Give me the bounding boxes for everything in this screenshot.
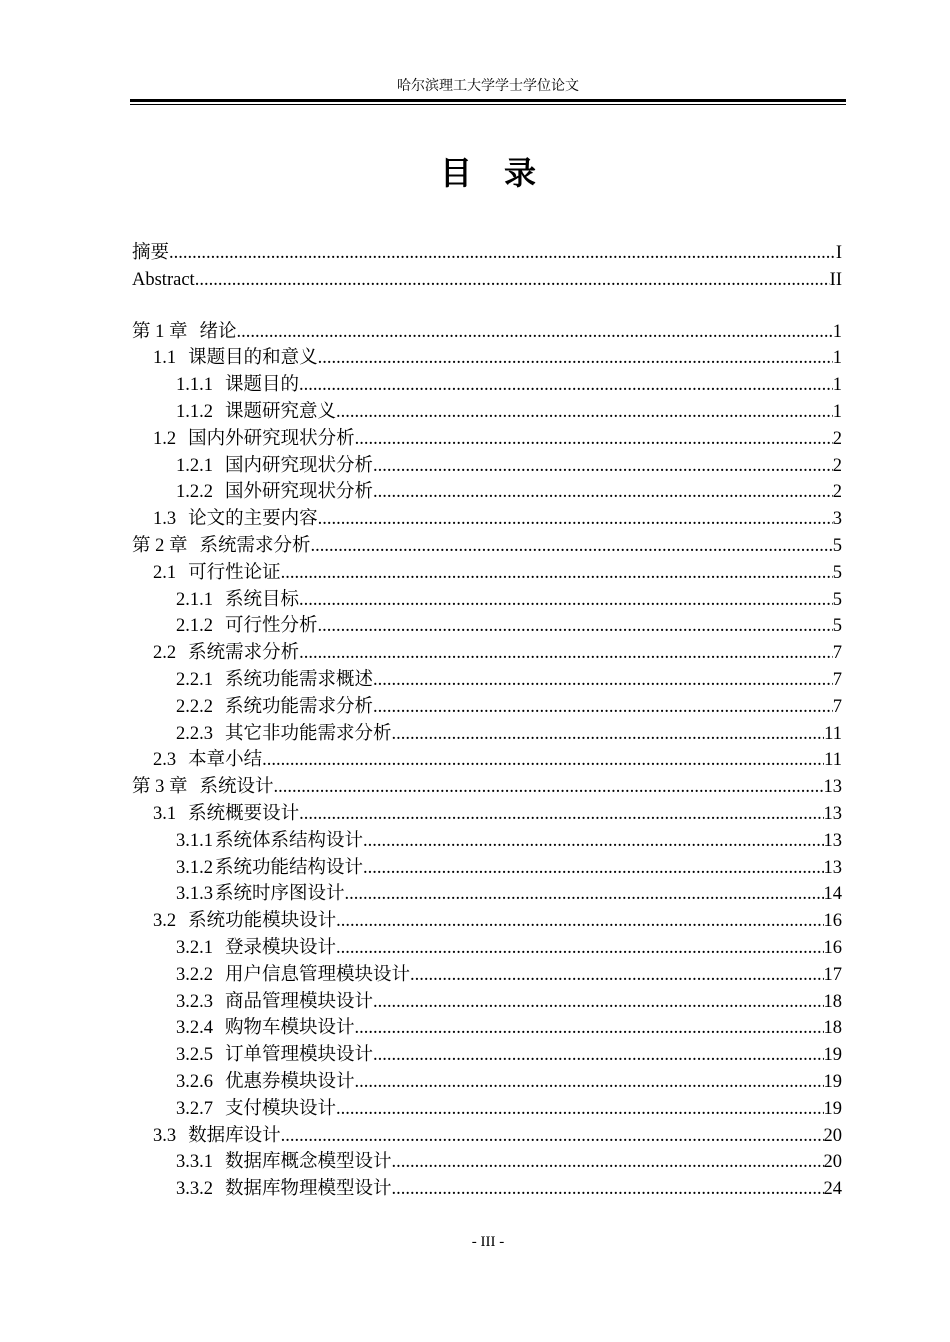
toc-entry-title: 优惠券模块设计 xyxy=(225,1071,355,1092)
toc-entry[interactable] xyxy=(132,1123,842,1150)
toc-entry-number: 1.2.2 xyxy=(176,482,213,503)
toc-entry[interactable] xyxy=(132,426,842,453)
toc-entry-title: 登录模块设计 xyxy=(225,937,337,958)
toc-entry-number: 2.1.2 xyxy=(176,616,213,637)
toc-entry-number: 2.1.1 xyxy=(176,589,213,610)
toc-entry-title: 可行性分析 xyxy=(225,616,318,637)
toc-entry-page: II xyxy=(829,269,842,290)
toc-entry-label xyxy=(153,560,281,587)
toc-entry-page: 16 xyxy=(823,937,842,958)
toc-entry[interactable] xyxy=(132,345,842,372)
toc-entry-label xyxy=(153,426,355,453)
toc-entry-label xyxy=(176,694,373,721)
toc-dot-leader xyxy=(363,855,823,882)
toc-dot-leader xyxy=(274,774,824,801)
toc-entry-page: 24 xyxy=(823,1179,842,1200)
toc-dot-leader xyxy=(373,667,833,694)
toc-dot-leader xyxy=(318,613,833,640)
toc-entry-number: 1.3 xyxy=(153,509,177,530)
toc-entry[interactable] xyxy=(132,1069,842,1096)
toc-entry-page: 5 xyxy=(832,589,842,610)
toc-entry-label xyxy=(132,267,195,294)
toc-entry-label xyxy=(153,1123,281,1150)
toc-dot-leader xyxy=(169,240,836,267)
toc-entry-label xyxy=(176,1015,355,1042)
toc-entry-title: 系统目标 xyxy=(225,589,300,610)
toc-entry-number: 1.1.2 xyxy=(176,401,213,422)
toc-entry-number: 2.3 xyxy=(153,750,177,771)
toc-entry-label xyxy=(176,1042,373,1069)
toc-entry[interactable] xyxy=(132,1149,842,1176)
toc-entry[interactable] xyxy=(132,453,842,480)
toc-dot-leader xyxy=(299,801,823,828)
toc-dot-leader xyxy=(336,908,823,935)
toc-entry-number: 1.1 xyxy=(153,348,177,369)
toc-title xyxy=(130,150,846,196)
toc-entry-title: 系统功能需求分析 xyxy=(225,696,374,717)
toc-entry-label xyxy=(176,721,392,748)
toc-entry-title: 国内研究现状分析 xyxy=(225,455,374,476)
header-rule-thick xyxy=(130,99,846,102)
toc-entry-title: Abstract xyxy=(132,269,195,290)
toc-entry-title: 绪论 xyxy=(199,321,237,342)
toc-entry-number: 3.2 xyxy=(153,911,177,932)
toc-entry-title: 课题目的 xyxy=(225,375,300,396)
toc-entry-number: 2.2.3 xyxy=(176,723,213,744)
toc-entry-label xyxy=(176,1149,392,1176)
toc-entry-title: 可行性论证 xyxy=(188,562,281,583)
toc-entry-page: 2 xyxy=(832,428,842,449)
toc-entry-number: 第 3 章 xyxy=(132,777,188,798)
header-rule-thin xyxy=(130,104,846,105)
toc-dot-leader xyxy=(373,694,833,721)
toc-entry-number: 3.2.7 xyxy=(176,1098,213,1119)
toc-entry-number: 1.2.1 xyxy=(176,455,213,476)
toc-dot-leader xyxy=(392,721,825,748)
toc-title-left: 目 xyxy=(439,155,472,191)
toc-entry-label xyxy=(153,506,318,533)
toc-entry-page: 14 xyxy=(823,884,842,905)
toc-entry-page: I xyxy=(835,243,842,263)
toc-entry[interactable] xyxy=(132,319,842,346)
toc-entry-label xyxy=(176,667,373,694)
toc-entry-title: 本章小结 xyxy=(188,750,263,771)
toc-entry-page: 7 xyxy=(832,696,842,717)
toc-dot-leader xyxy=(345,881,824,908)
running-header: 哈尔滨理工大学学士学位论文 xyxy=(397,79,579,94)
toc-entry-title: 支付模块设计 xyxy=(225,1098,337,1119)
toc-entry-title: 系统功能模块设计 xyxy=(188,911,337,932)
toc-entry-title: 系统需求分析 xyxy=(199,535,311,556)
toc-entry-number: 1.1.1 xyxy=(176,375,213,396)
toc-dot-leader xyxy=(355,426,833,453)
toc-entry-page: 20 xyxy=(823,1152,842,1173)
toc-entry-page: 11 xyxy=(824,723,842,744)
toc-entry-number: 3.2.5 xyxy=(176,1045,213,1066)
toc-entry-label xyxy=(153,640,299,667)
toc-entry[interactable] xyxy=(132,613,842,640)
toc-entry[interactable] xyxy=(132,267,842,294)
toc-entry[interactable] xyxy=(132,372,842,399)
toc-title-right: 录 xyxy=(504,155,537,191)
toc-entry-title: 系统体系结构设计 xyxy=(215,830,364,851)
toc-entry-page: 2 xyxy=(832,455,842,476)
toc-dot-leader xyxy=(281,560,833,587)
toc-entry-page: 19 xyxy=(823,1071,842,1092)
toc-dot-leader xyxy=(299,372,833,399)
toc-entry-label xyxy=(176,613,318,640)
toc-entry-title: 课题研究意义 xyxy=(225,401,337,422)
toc-entry[interactable] xyxy=(132,1096,842,1123)
toc-dot-leader xyxy=(355,1069,824,1096)
toc-entry-number: 3.1.2 xyxy=(176,857,213,878)
toc-entry-page: 19 xyxy=(823,1098,842,1119)
toc-entry-label xyxy=(176,855,363,882)
toc-entry-page: 13 xyxy=(823,830,842,851)
toc-entry-page: 1 xyxy=(832,375,842,396)
toc-entry[interactable] xyxy=(132,855,842,882)
toc-entry-page: 20 xyxy=(823,1125,842,1146)
toc-entry-title: 系统设计 xyxy=(199,777,274,798)
toc-dot-leader xyxy=(299,640,833,667)
toc-dot-leader xyxy=(355,1015,824,1042)
toc-dot-leader xyxy=(392,1176,824,1203)
toc-entry-label xyxy=(132,774,274,801)
toc-dot-leader xyxy=(311,533,833,560)
toc-entry-page: 13 xyxy=(823,857,842,878)
toc-entry[interactable] xyxy=(132,908,842,935)
toc-entry-label xyxy=(176,1176,392,1203)
toc-entry-page: 1 xyxy=(832,321,842,342)
toc-entry-number: 3.2.6 xyxy=(176,1071,213,1092)
toc-entry[interactable] xyxy=(132,506,842,533)
toc-entry-label xyxy=(153,801,299,828)
toc-entry-title: 系统时序图设计 xyxy=(215,884,345,905)
toc-entry-page: 5 xyxy=(832,616,842,637)
toc-entry-page: 13 xyxy=(823,803,842,824)
toc-dot-leader xyxy=(410,962,823,989)
toc-entry[interactable] xyxy=(132,694,842,721)
toc-entry-label xyxy=(176,1069,355,1096)
toc-dot-leader xyxy=(392,1149,824,1176)
toc-dot-leader xyxy=(262,747,824,774)
toc-entry-label xyxy=(153,747,262,774)
toc-entry-number: 2.2.2 xyxy=(176,696,213,717)
toc-entry-number: 2.2.1 xyxy=(176,669,213,690)
toc-entry-page: 19 xyxy=(823,1045,842,1066)
toc-entry-label xyxy=(176,1096,336,1123)
toc-entry-label xyxy=(176,453,373,480)
toc-entry-page: 16 xyxy=(823,911,842,932)
toc-entry-title: 系统需求分析 xyxy=(188,643,300,664)
toc-entry[interactable] xyxy=(132,747,842,774)
toc-entry-label xyxy=(132,533,311,560)
toc-dot-leader xyxy=(373,1042,823,1069)
toc-entry[interactable] xyxy=(132,399,842,426)
toc-entry-page: 18 xyxy=(823,1018,842,1039)
toc-entry[interactable] xyxy=(132,667,842,694)
toc-dot-leader xyxy=(373,479,833,506)
toc-entry-number: 3.2.2 xyxy=(176,964,213,985)
toc-entry-title: 系统功能需求概述 xyxy=(225,669,374,690)
toc-dot-leader xyxy=(318,345,833,372)
toc-dot-leader xyxy=(363,828,823,855)
toc-entry[interactable] xyxy=(132,240,842,267)
toc-entry-page: 3 xyxy=(832,509,842,530)
toc-entry-page: 7 xyxy=(832,669,842,690)
toc-entry-title: 课题目的和意义 xyxy=(188,348,318,369)
toc-entry-number: 3.1 xyxy=(153,803,177,824)
toc-entry-page: 11 xyxy=(824,750,842,771)
toc-entry[interactable] xyxy=(132,935,842,962)
toc-entry-label xyxy=(176,962,410,989)
toc-entry-title: 系统功能结构设计 xyxy=(215,857,364,878)
toc-entry-page: 17 xyxy=(823,964,842,985)
toc-entry[interactable] xyxy=(132,1042,842,1069)
toc-dot-leader xyxy=(336,1096,823,1123)
toc-entry-label xyxy=(132,240,169,267)
toc-entry-title: 数据库设计 xyxy=(188,1125,281,1146)
toc-entry-label xyxy=(153,908,336,935)
toc-entry-title: 其它非功能需求分析 xyxy=(225,723,392,744)
toc-entry-number: 3.1.3 xyxy=(176,884,213,905)
toc-entry[interactable] xyxy=(132,774,842,801)
toc-entry-title: 摘要 xyxy=(132,243,170,263)
toc-entry-number: 3.2.3 xyxy=(176,991,213,1012)
toc-entry-page: 1 xyxy=(832,348,842,369)
toc-entry-title: 国外研究现状分析 xyxy=(225,482,374,503)
toc-dot-leader xyxy=(281,1123,824,1150)
toc-dot-leader xyxy=(373,989,823,1016)
toc-dot-leader xyxy=(318,506,833,533)
toc-entry-page: 2 xyxy=(832,482,842,503)
toc-entry-label xyxy=(176,587,299,614)
toc-entry[interactable] xyxy=(132,962,842,989)
toc-entry-title: 论文的主要内容 xyxy=(188,509,318,530)
toc-entry-label xyxy=(176,399,336,426)
toc-entry[interactable] xyxy=(132,1176,842,1203)
toc-entry-page: 1 xyxy=(832,401,842,422)
toc-entry-title: 数据库概念模型设计 xyxy=(225,1152,392,1173)
toc-entry[interactable] xyxy=(132,533,842,560)
toc-entry-title: 订单管理模块设计 xyxy=(225,1045,374,1066)
page-number: - III - xyxy=(471,1234,505,1250)
toc-entry[interactable] xyxy=(132,479,842,506)
toc-dot-leader xyxy=(299,587,833,614)
toc-entry-label xyxy=(176,935,336,962)
toc-entry-number: 第 2 章 xyxy=(132,535,188,556)
toc-entry[interactable] xyxy=(132,640,842,667)
toc-entry-number: 3.3.2 xyxy=(176,1179,213,1200)
toc-entry-number: 3.3 xyxy=(153,1125,177,1146)
toc-entry-number: 3.3.1 xyxy=(176,1152,213,1173)
toc-entry[interactable] xyxy=(132,1015,842,1042)
toc-entry-page: 7 xyxy=(832,643,842,664)
toc-entry-number: 第 1 章 xyxy=(132,321,188,342)
toc-entry-title: 国内外研究现状分析 xyxy=(188,428,355,449)
toc-entry-label xyxy=(176,881,345,908)
toc-entry-number: 2.2 xyxy=(153,643,177,664)
toc-entry[interactable] xyxy=(132,989,842,1016)
toc-entry-page: 5 xyxy=(832,562,842,583)
toc-entry-title: 数据库物理模型设计 xyxy=(225,1179,392,1200)
toc-dot-leader xyxy=(373,453,833,480)
toc-entry[interactable] xyxy=(132,801,842,828)
toc-entry-title: 商品管理模块设计 xyxy=(225,991,374,1012)
toc-entry-label xyxy=(176,372,299,399)
toc-entry-title: 用户信息管理模块设计 xyxy=(225,964,411,985)
toc-entry[interactable] xyxy=(132,881,842,908)
toc-entry-label xyxy=(153,345,318,372)
toc-dot-leader xyxy=(195,267,830,294)
toc-entry-number: 3.2.4 xyxy=(176,1018,213,1039)
toc-entry[interactable] xyxy=(132,560,842,587)
toc-entry-label xyxy=(176,828,363,855)
toc-list xyxy=(132,240,842,1203)
toc-dot-leader xyxy=(336,399,833,426)
toc-entry-number: 3.2.1 xyxy=(176,937,213,958)
toc-entry-page: 5 xyxy=(832,535,842,556)
toc-dot-leader xyxy=(237,319,833,346)
toc-entry[interactable] xyxy=(132,828,842,855)
toc-dot-leader xyxy=(336,935,823,962)
toc-entry-title: 系统概要设计 xyxy=(188,803,300,824)
toc-entry[interactable] xyxy=(132,721,842,748)
toc-entry-number: 1.2 xyxy=(153,428,177,449)
toc-entry[interactable] xyxy=(132,587,842,614)
toc-entry-number: 2.1 xyxy=(153,562,177,583)
toc-entry-page: 18 xyxy=(823,991,842,1012)
toc-entry-label xyxy=(176,479,373,506)
toc-entry-title: 购物车模块设计 xyxy=(225,1018,355,1039)
toc-entry-label xyxy=(132,319,237,346)
toc-entry-number: 3.1.1 xyxy=(176,830,213,851)
toc-entry-label xyxy=(176,989,373,1016)
toc-entry-page: 13 xyxy=(823,777,842,798)
